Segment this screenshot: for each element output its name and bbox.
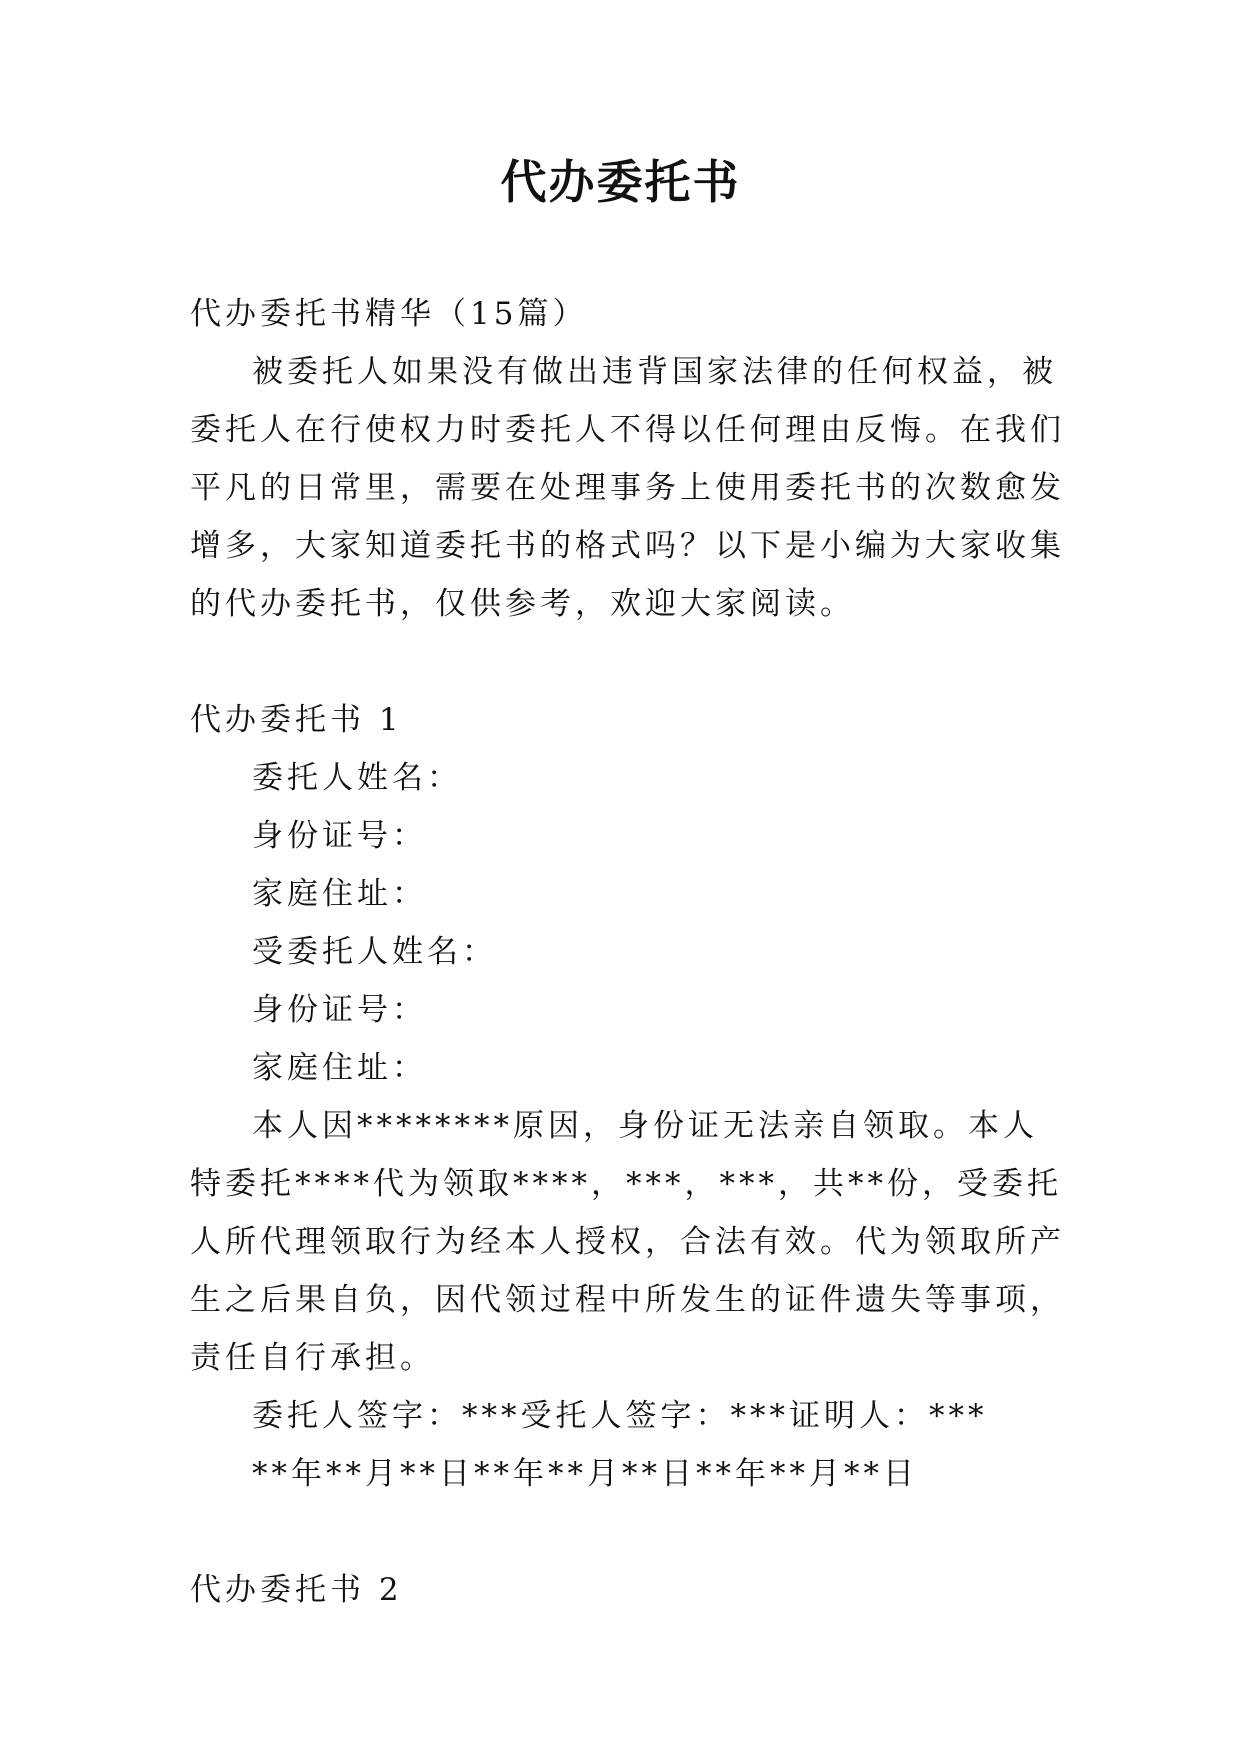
intro-heading: 代办委托书精华（15篇） [190, 296, 588, 332]
intro-paragraph: 被委托人如果没有做出违背国家法律的任何权益，被委托人在行使权力时委托人不得以任何理由反悔。在我们平凡的日常里，需要在处理事务上使用委托书的次数愈发增多，大家知道委托书的格式吗？以下是小编为大家收集的代办委托书，仅供参考，欢迎大家阅读。 [190, 354, 1065, 622]
field-agent-address: 家庭住址： [252, 1050, 427, 1086]
signature-line: 委托人签字：***受托人签字：***证明人：*** [252, 1398, 988, 1434]
section-spacer [190, 1503, 1070, 1561]
document-body [190, 285, 1070, 1619]
field-agent-name: 受委托人姓名： [252, 934, 497, 970]
date-line: **年**月**日**年**月**日**年**月**日 [252, 1456, 918, 1492]
field-client-address: 家庭住址： [252, 876, 427, 912]
section-1-body: 本人因********原因，身份证无法亲自领取。本人特委托****代为领取****，***，***，共**份，受委托人所代理领取行为经本人授权，合法有效。代为领取所产生之后果自负，因代领过程中所发生的证件遗失等事项，责任自行承担。 [190, 1108, 1065, 1376]
section-2-heading: 代办委托书 2 [190, 1572, 403, 1608]
document-title: 代办委托书 [500, 155, 741, 209]
section-spacer [190, 633, 1070, 691]
section-1-heading: 代办委托书 1 [190, 702, 403, 738]
field-client-name: 委托人姓名： [252, 760, 462, 796]
field-agent-id-number: 身份证号： [252, 992, 427, 1028]
field-client-id-number: 身份证号： [252, 818, 427, 854]
